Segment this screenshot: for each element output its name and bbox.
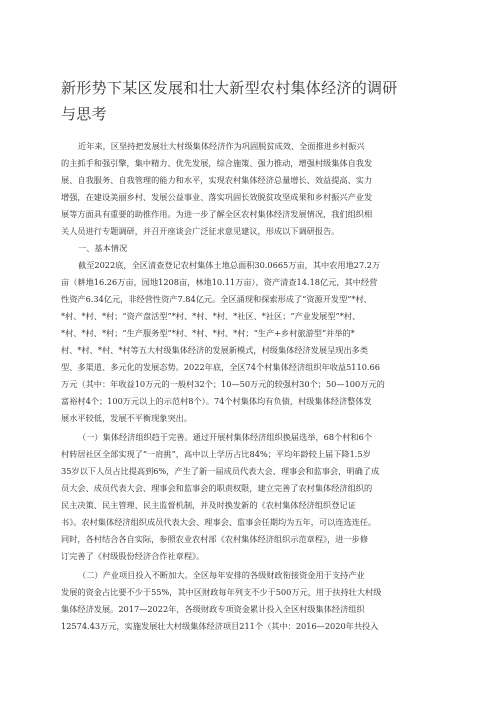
text-line: 民主决策、民主管理、民主监督机制，并及时换发新的《农村集体经济组织登记证 [61,500,356,510]
intro-paragraph [61,138,439,240]
text-line: 12574.43万元，实施发展壮大村级集体经济项目211个（其中：2016—2020年共投入 [61,621,379,631]
title-line-1: 新形势下某区发展和壮大新型农村集体经济的调研 [61,79,398,97]
text-line: 展等方面具有重要的助推作用。为进一步了解全区农村集体经济发展情况，我们组织相 [61,209,373,219]
text-line: 增强，在建设美丽乡村、发展公益事业、落实巩固长效脱贫攻坚成果和乡村振兴产业发 [61,192,373,202]
title-line-2: 与思考 [61,105,107,123]
text-line: （一）集体经济组织趋于完善。通过开展村集体经济组织换届选举，68个村和6个 [78,432,373,442]
text-line: 村转居社区全部实现了“一肩挑”，高中以上学历占比84%；平均年龄较上届下降1.5岁 [61,449,371,459]
investment-paragraph [61,567,439,635]
text-line: 型、多渠道、多元化的发展态势。2022年底，全区74个村集体经济组织年收益5110.66 [61,362,380,372]
section-heading: 一、基本情况 [78,243,128,253]
document-title [61,75,439,127]
text-line: 村、*村、*村、*村等五大村级集体经济的发展新模式，村级集体经济发展呈现出多类 [61,345,369,355]
text-line: （二）产业项目投入不断加大。全区每年安排的各级财政衔接资金用于支持产业 [78,570,365,580]
text-line: 订完善了《村级股份经济合作社章程》。 [61,551,205,561]
text-line: 35岁以下人员占比提高到6%，产生了新一届成员代表大会、理事会和监事会，明确了成 [61,466,380,476]
text-line: 近年来，区坚持把发展壮大村级集体经济作为巩固脱贫成效、全面推进乡村振兴 [78,141,365,151]
text-line: 亩（耕地16.26万亩，园地1208亩，林地10.11万亩），资产清查14.18亿元，其中经营 [61,277,378,287]
text-line: 书》。农村集体经济组织成员代表大会、理事会、监事会任期均为五年，可以连选连任。 [61,517,377,527]
text-line: 性资产6.34亿元，非经营性资产7.84亿元。全区涌现和探索形成了“资源开发型”*村、 [61,294,372,304]
text-line: 截至2022底，全区清查登记农村集体土地总面积30.0665万亩，其中农用地27.2万 [78,260,381,270]
text-line: 展水平较低，发展不平衡现象突出。 [61,413,193,423]
text-line: 的主抓手和强引擎，集中精力、优先发展，综合施策、强力推动，增强村级集体自我发 [61,158,373,168]
text-line: 集体经济发展。2017—2022年，各级财政专项资金累计投入全区村级集体经济组织 [61,604,365,614]
text-line: *村、*村、*村；“资产盘活型”*村、*村、*村、*社区、*社区；“产业发展型”*村、 [61,311,361,321]
text-line: 员大会、成员代表大会、理事会和监事会的职责权限，建立完善了农村集体经济组织的 [61,483,373,493]
text-line: 富裕村4个；100万元以上的示范村8个）。74个村集体均有负债，村级集体经济整体发 [61,396,372,406]
text-line: 同时，各村结合各自实际，参照农业农村部《农村集体经济组织示范章程》，进一步修 [61,534,369,544]
section-heading-basic [61,240,439,257]
text-line: 展、自我服务、自我管理的能力和水平，实现农村集体经济总量增长、效益提高、实力 [61,175,373,185]
text-line: 万元（其中：年收益10万元的一般村32个；10—50万元的较强村30个；50—100万元的 [61,379,385,389]
text-line: *村、*村、*村；“生产服务型”*村、*村、*村、*村；“生产+乡村旅游型”并举的* [61,328,355,338]
org-paragraph [61,429,439,565]
text-line: 关人员进行专题调研，并召开座谈会广泛征求意见建议，形成以下调研报告。 [61,226,340,236]
basic-info-paragraph [61,257,439,427]
text-line: 发展的资金占比要不少于55%，其中区财政每年列支不少于500万元，用于扶持壮大村级 [61,587,382,597]
